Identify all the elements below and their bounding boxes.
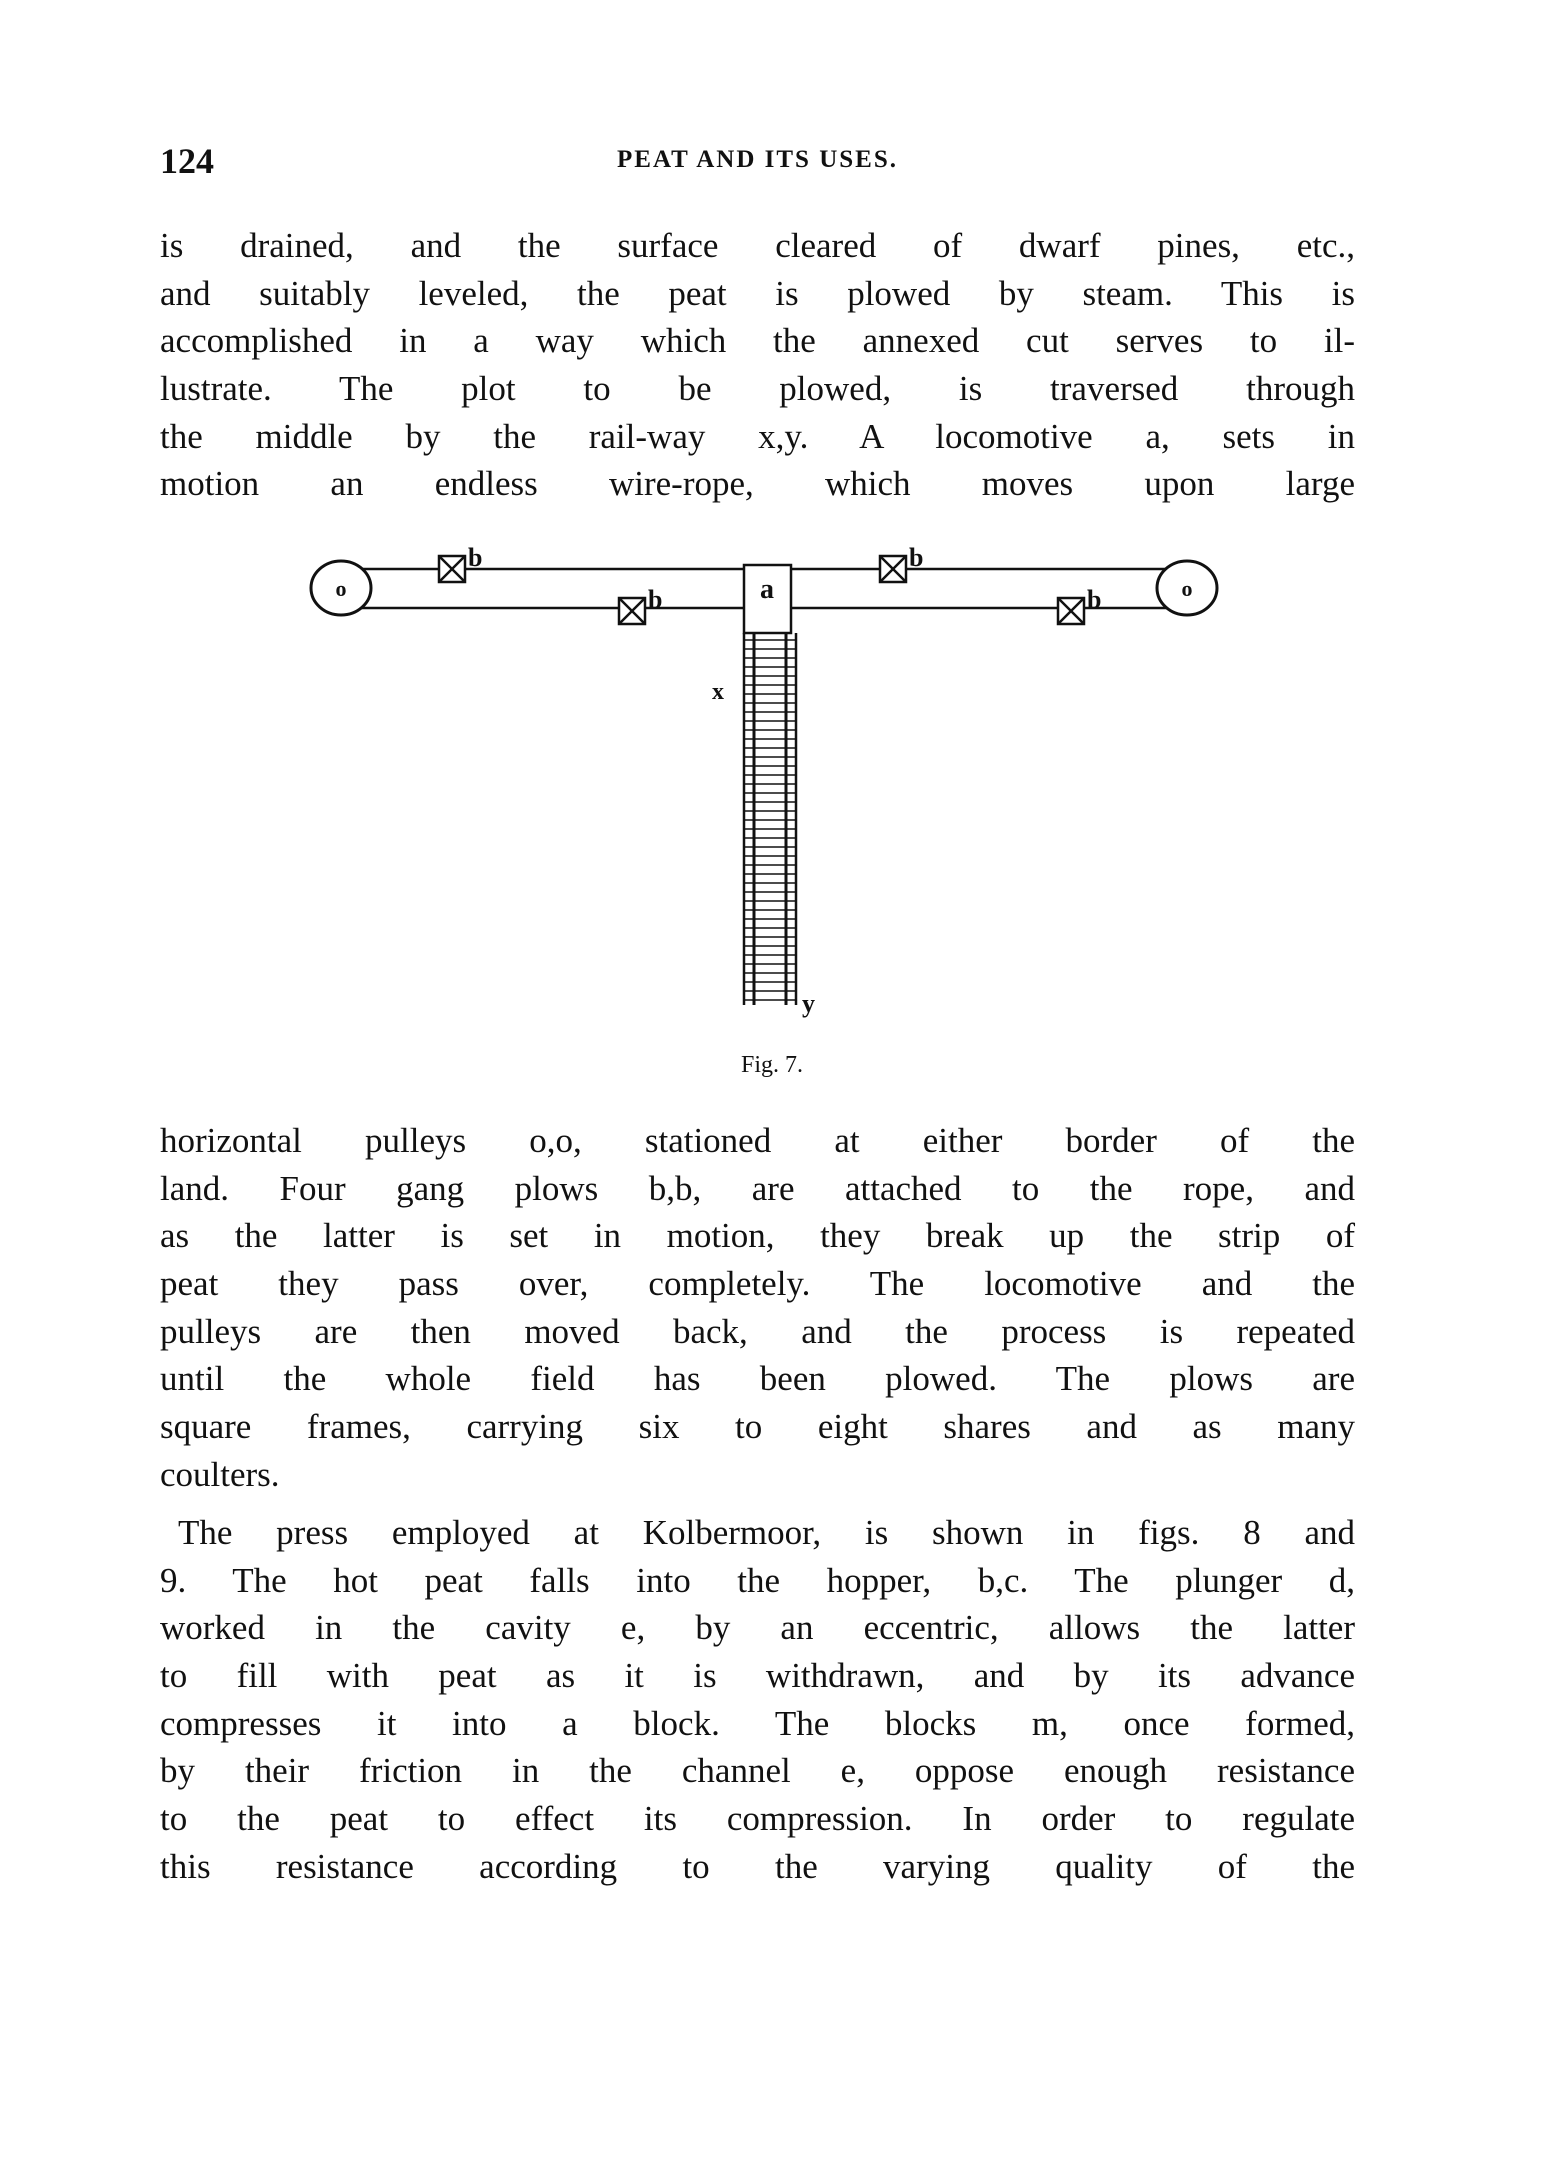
- plow-1: [439, 556, 465, 582]
- text-line: the middle by the rail-way x,y. A locomotive a, sets in: [160, 416, 1355, 456]
- text-line: until the whole field has been plowed. The plows are: [160, 1359, 1355, 1399]
- text-line: is drained, and the surface cleared of dwarf pines, etc.,: [160, 226, 1355, 265]
- plow-4: [1058, 598, 1084, 624]
- text-line: this resistance according to the varying quality of the: [160, 1846, 1355, 1886]
- page-number: 124: [160, 141, 214, 181]
- text-line: lustrate. The plot to be plowed, is traversed through: [160, 369, 1355, 409]
- text-line: compresses it into a block. The blocks m, once formed,: [160, 1703, 1355, 1743]
- locomotive-label: a: [760, 574, 774, 605]
- text-line: worked in the cavity e, by an eccentric, allows the latter: [160, 1608, 1355, 1648]
- figure-caption: Fig. 7.: [740, 1052, 804, 1078]
- text-line: to the peat to effect its compression. In order to regulate: [160, 1799, 1355, 1839]
- text-line: 9. The hot peat falls into the hopper, b,c. The plunger d,: [160, 1560, 1355, 1600]
- text-line: as the latter is set in motion, they break up the strip of: [160, 1216, 1355, 1256]
- text-line: coulters.: [160, 1454, 280, 1494]
- plow-2: [619, 598, 645, 624]
- pulley-label-left: o: [335, 576, 347, 601]
- text-line: peat they pass over, completely. The locomotive and the: [160, 1264, 1355, 1304]
- plow-label-3: b: [909, 543, 924, 572]
- text-line: pulleys are then moved back, and the process is repeated: [160, 1311, 1355, 1351]
- text-line: to fill with peat as it is withdrawn, and by its advance: [160, 1656, 1355, 1696]
- plow-label-1: b: [468, 543, 483, 572]
- text-line: The press employed at Kolbermoor, is shown in figs. 8 and: [178, 1513, 1355, 1552]
- plow-label-4: b: [1087, 585, 1102, 614]
- plow-label-2: b: [648, 585, 663, 614]
- running-title: PEAT AND ITS USES.: [617, 146, 898, 173]
- paragraph-3: [160, 1509, 1355, 1891]
- paragraph-2: [160, 1117, 1355, 1499]
- rail-label-y: y: [802, 989, 815, 1018]
- railway-track: [744, 633, 796, 1005]
- text-line: land. Four gang plows b,b, are attached to the rope, and: [160, 1168, 1355, 1208]
- text-line: square frames, carrying six to eight shares and as many: [160, 1407, 1355, 1447]
- plow-3: [880, 556, 906, 582]
- text-line: accomplished in a way which the annexed cut serves to il-: [160, 321, 1355, 361]
- text-line: horizontal pulleys o,o, stationed at either border of the: [160, 1121, 1355, 1160]
- text-line: by their friction in the channel e, oppose enough resistance: [160, 1751, 1355, 1791]
- text-line: motion an endless wire-rope, which moves upon large: [160, 464, 1355, 504]
- rail-label-x: x: [712, 679, 724, 705]
- pulley-label-right: o: [1181, 576, 1193, 601]
- text-line: and suitably leveled, the peat is plowed by steam. This is: [160, 273, 1355, 313]
